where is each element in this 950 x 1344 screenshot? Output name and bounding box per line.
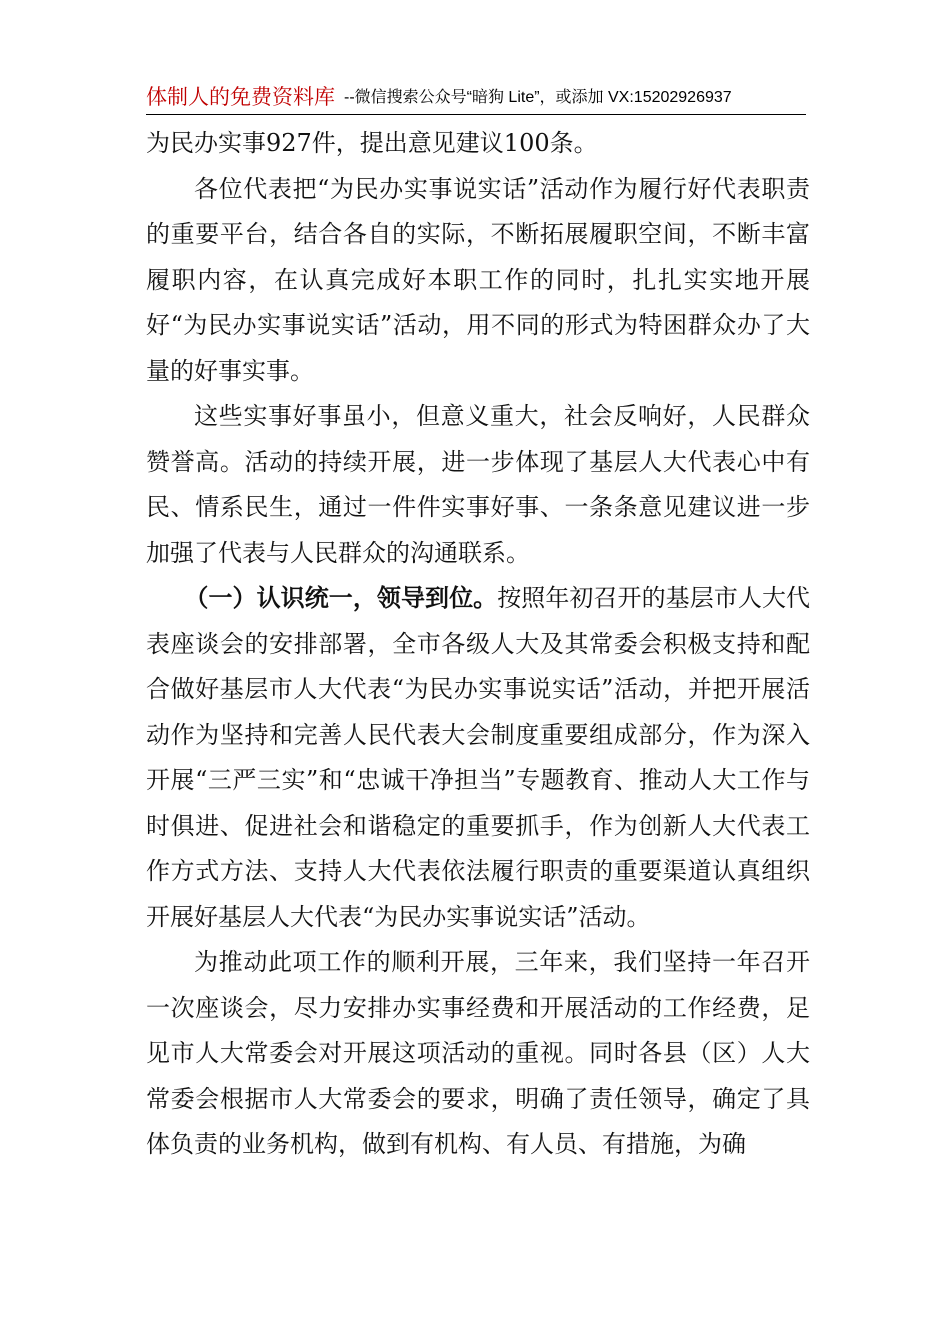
section-paragraph (146, 576, 810, 940)
header-contact-info: --微信搜索公众号“暗狗 Lite”，或添加 VX:15202926937 (344, 89, 732, 106)
section-text: 按照年初召开的基层市人大代表座谈会的安排部署，全市各级人大及其常委会积极支持和配合做好基层市人大代表“为民办实事说实话”活动，并把开展活动作为坚持和完善人民代表大会制度重要组成部分，作为深入开展“三严三实”和“忠诚干净担当”专题教育、推动人大工作与时俱进、促进社会和谐稳定的重要抓手，作为创新人大代表工作方式方法、支持人大代表依法履行职责的重要渠道认真组织开展好基层人大代表“为民办实事说实话”活动。 (146, 584, 811, 931)
paragraph: 各位代表把“为民办实事说实话”活动作为履行好代表职责的重要平台，结合各自的实际，不断拓展履职空间，不断丰富履职内容，在认真完成好本职工作的同时，扎扎实实地开展好“为民办实事说实话”活动，用不同的形式为特困群众办了大量的好事实事。 (146, 174, 810, 385)
paragraph-continuation: 为民办实事927件，提出意见建议100条。 (146, 129, 598, 157)
document-body (146, 121, 810, 1168)
section-heading: （一）认识统一，领导到位。 (184, 584, 498, 612)
paragraph: 为推动此项工作的顺利开展，三年来，我们坚持一年召开一次座谈会，尽力安排办实事经费和开展活动的工作经费，足见市人大常委会对开展这项活动的重视。同时各县（区）人大常委会根据市人大常委会的要求，明确了责任领导，确定了具体负责的业务机构，做到有机构、有人员、有措施，为确 (146, 948, 810, 1158)
page-header (146, 82, 806, 115)
header-brand-title: 体制人的免费资料库 (146, 85, 335, 109)
paragraph: 这些实事好事虽小，但意义重大，社会反响好，人民群众赞誉高。活动的持续开展，进一步体现了基层人大代表心中有民、情系民生，通过一件件实事好事、一条条意见建议进一步加强了代表与人民群众的沟通联系。 (146, 402, 810, 567)
